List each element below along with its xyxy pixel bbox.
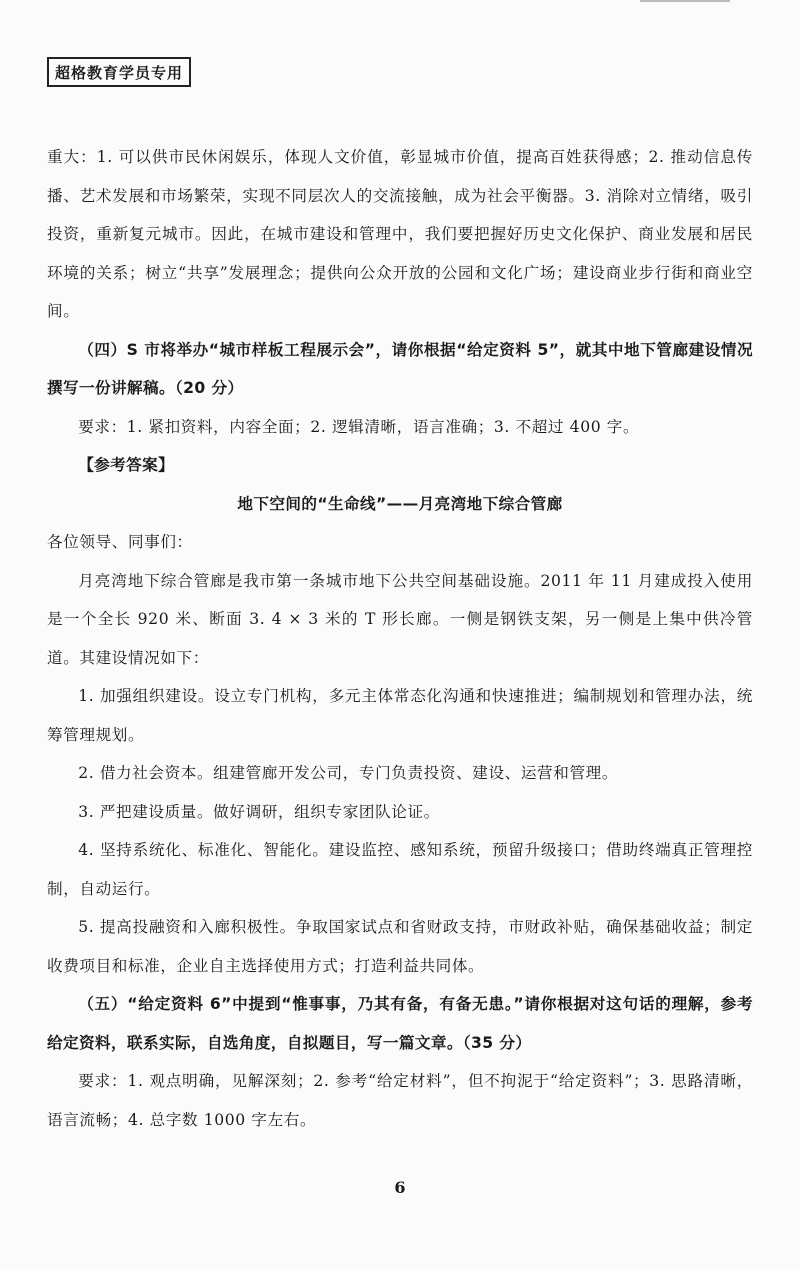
list-item-4: 4. 坚持系统化、标准化、智能化。建设监控、感知系统，预留升级接口；借助终端真正管理控制，自动运行。 xyxy=(47,841,753,898)
reference-answer-label: 【参考答案】 xyxy=(78,456,175,474)
question-5: （五）“给定资料 6”中提到“惟事事，乃其有备，有备无患。”请你根据对这句话的理解，参考给定资料，联系实际，自选角度，自拟题目，写一篇文章。（35 分） xyxy=(47,995,753,1052)
list-item-3: 3. 严把建设质量。做好调研，组织专家团队论证。 xyxy=(78,802,440,821)
question-4: （四）S 市将举办“城市样板工程展示会”，请你根据“给定资料 5”，就其中地下管廊建设情况撰写一份讲解稿。（20 分） xyxy=(47,340,753,397)
intro-paragraph: 月亮湾地下综合管廊是我市第一条城市地下公共空间基础设施。2011 年 11 月建成投入使用是一个全长 920 米、断面 3. 4 × 3 米的 T 形长廊。一侧是钢铁支架，另一侧是上集中供冷管道。其建设情况如下： xyxy=(47,571,753,667)
answer-title: 地下空间的“生命线”——月亮湾地下综合管廊 xyxy=(237,494,563,513)
list-item-2: 2. 借力社会资本。组建管廊开发公司，专门负责投资、建设、运营和管理。 xyxy=(78,764,619,782)
list-item-1: 1. 加强组织建设。设立专门机构，多元主体常态化沟通和快速推进；编制规划和管理办法，统筹管理规划。 xyxy=(47,687,753,744)
scan-mark xyxy=(640,0,730,2)
page-number: 6 xyxy=(394,1178,406,1197)
requirement-5: 要求：1. 观点明确，见解深刻；2. 参考“给定材料”，但不拘泥于“给定资料”；3. 思路清晰，语言流畅；4. 总字数 1000 字左右。 xyxy=(47,1072,753,1129)
greeting: 各位领导、同事们： xyxy=(47,533,193,551)
header-stamp: 超格教育学员专用 xyxy=(47,57,191,87)
paragraph-continuation: 重大：1. 可以供市民休闲娱乐，体现人文价值，彰显城市价值，提高百姓获得感；2. 推动信息传播、艺术发展和市场繁荣，实现不同层次人的交流接触，成为社会平衡器。3. 消除对立情绪，吸引投资，重新复元城市。因此，在城市建设和管理中，我们要把握好历史文化保护、商业发展和居民环境的关系；树立“共享”发展理念；提供向公众开放的公园和文化广场；建设商业步行街和商业空间。 xyxy=(47,148,753,320)
requirement-4: 要求：1. 紧扣资料，内容全面；2. 逻辑清晰，语言准确；3. 不超过 400 字。 xyxy=(78,417,640,436)
document-body xyxy=(47,138,753,1139)
list-item-5: 5. 提高投融资和入廊积极性。争取国家试点和省财政支持，市财政补贴，确保基础收益；制定收费项目和标准，企业自主选择使用方式；打造利益共同体。 xyxy=(47,918,753,975)
